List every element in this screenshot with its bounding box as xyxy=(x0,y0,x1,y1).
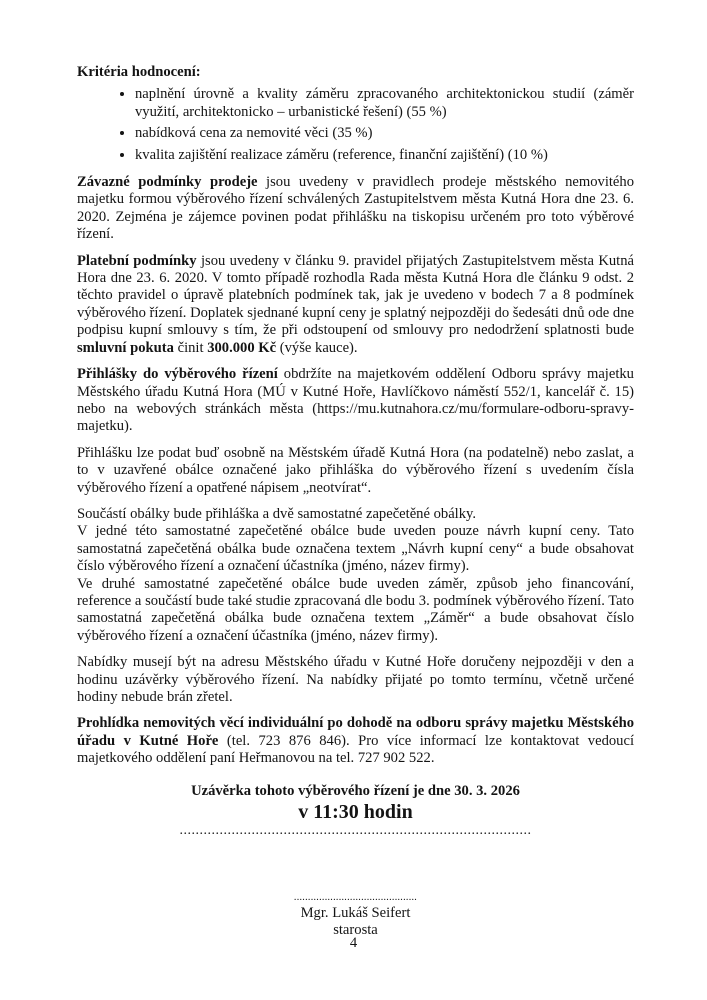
signature-name: Mgr. Lukáš Seifert xyxy=(300,905,411,922)
website-url: https://mu.kutnahora.cz/mu/formulare-odboru-spravy-majetku xyxy=(77,400,634,435)
prihlasky-lead: Přihlášky do výběrového řízení xyxy=(77,366,278,383)
smluvni-pokuta-bold: smluvní pokuta xyxy=(77,339,174,356)
paragraph-prihlasky: Přihlášky do výběrového řízení obdržíte na majetkovém oddělení Odboru správy majetku Městského úřadu Kutná Hora (MÚ v Kutné Hoře, Havlíčkovo náměstí 552/1, kancelář č. 15) nebo na webových stránkách města (https://mu.kutnahora.cz/mu/formulare-odboru-spravy-majetku). xyxy=(77,366,634,435)
page-number: 4 xyxy=(349,934,358,951)
criteria-list xyxy=(77,86,634,164)
paragraph-zavazne-podminky xyxy=(77,174,634,244)
criteria-item: • nabídková cena za nemovité věci (35 %) xyxy=(135,125,634,142)
pokuta-castka-bold: 300.000 Kč xyxy=(207,339,277,356)
paragraph-obalka-zamer: Ve druhé samostatné zapečetěné obálce bude uveden záměr, způsob jeho financování, reference a součástí bude také studie zpracovaná dle bodu 3. podmínek výběrového řízení. Tato samostatná zapečetěná obálka bude označena textem „Záměr“ a bude obsahovat číslo výběrového řízení a označení účastníka (jméno, název firmy). xyxy=(77,575,634,644)
platebni-podminky-text: jsou uvedeny v článku 9. pravidel přijatých Zastupitelstvem města Kutná Hora dne 23. 6. 2020. V tomto případě rozhodla Rada města Kutná Hora dle článku 9 odst. 2 těchto pravidel o úpravě platebních podmínek tak, jak je uvedeno v bodech 7 a 8 podmínek výběrového řízení. Doplatek sjednané kupní ceny je splatný nejpozději do šedesáti dnů ode dne podpisu kupní smlouvy s tím, že při odstoupení od smlouvy pro nedodržení splatnosti bude xyxy=(77,252,634,339)
signature-block xyxy=(77,893,634,940)
criteria-heading: Kritéria hodnocení: xyxy=(77,64,201,80)
criteria-item: • naplnění úrovně a kvality záměru zpracovaného architektonickou studií (záměr využití, architektonicko – urbanistické řešení) (55 %) xyxy=(135,86,634,121)
zavazne-podminky-text: jsou uvedeny v pravidlech prodeje městského nemovitého majetku formou výběrového řízení schválených Zastupitelstvem města Kutná Hora dne 23. 6. 2020. Zejména je zájemce povinen podat přihlášku na tiskopisu určeném pro toto výběrové řízení. xyxy=(77,174,634,243)
signature-dotted-line: ............................................ xyxy=(293,892,418,904)
platebni-podminky-lead: Platební podmínky xyxy=(77,252,197,269)
paragraph-obalka-kupni-cena: V jedné této samostatné zapečetěné obálce bude uveden pouze návrh kupní ceny. Tato samostatná zapečetěná obálka bude označena textem „Návrh kupní ceny“ a bude obsahovat číslo výběrového řízení a označení účastníka (jméno, název firmy). xyxy=(77,523,634,575)
paragraph-platebni-podminky: Platební podmínky jsou uvedeny v článku 9. pravidel přijatých Zastupitelstvem města Kutná Hora dne 23. 6. 2020. V tomto případě rozhodla Rada města Kutná Hora dle článku 9 odst. 2 těchto pravidel o úpravě platebních podmínek tak, jak je uvedeno v bodech 7 a 8 podmínek výběrového řízení. Doplatek sjednané kupní ceny je splatný nejpozději do šedesáti dnů ode dne podpisu kupní smlouvy s tím, že při odstoupení od smlouvy pro nedodržení splatnosti bude smluvní pokuta činit 300.000 Kč (výše kauce). xyxy=(77,252,634,356)
deadline-dotted-line: ........................................................................................ xyxy=(179,825,532,838)
deadline-date-line: Uzávěrka tohoto výběrového řízení je dne 30. 3. 2026 xyxy=(191,782,520,799)
prohlidka-text: (tel. 723 876 846). Pro více informací lze kontaktovat vedoucí majetkového oddělení paní Heřmanovou na tel. 727 902 522. xyxy=(77,732,634,767)
zavazne-podminky-lead: Závazné podmínky prodeje xyxy=(77,174,258,191)
closing-deadline-block xyxy=(77,783,634,837)
paragraph-obalky-intro: Součástí obálky bude přihláška a dvě samostatné zapečetěné obálky. xyxy=(77,505,477,522)
prihlasky-text: obdržíte na majetkovém oddělení Odboru správy majetku Městského úřadu Kutná Hora (MÚ v Kutné Hoře, Havlíčkovo náměstí 552/1, kancelář č. 15) nebo na webových stránkách města ( xyxy=(77,366,634,417)
paragraph-prohlidka xyxy=(77,715,634,767)
paragraph-nabidky-doruceni: Nabídky musejí být na adresu Městského úřadu v Kutné Hoře doručeny nejpozději v den a hodinu uzávěrky výběrového řízení. Na nabídky přijaté po tomto termínu, včetně určené hodiny nebude brán zřetel. xyxy=(77,654,634,705)
signature-title: starosta xyxy=(333,922,378,939)
prohlidka-lead: Prohlídka nemovitých věcí individuální po dohodě na odboru správy majetku Městského úřadu v Kutné Hoře xyxy=(77,715,634,749)
paragraph-podani-prihlasky: Přihlášku lze podat buď osobně na Městském úřadě Kutná Hora (na podatelně) nebo zaslat, a to v uzavřené obálce označené jako přihláška do výběrového řízení s uvedením čísla výběrového řízení a opatřené nápisem „neotvírat“. xyxy=(77,444,634,496)
criteria-item: • kvalita zajištění realizace záměru (reference, finanční zajištění) (10 %) xyxy=(135,147,634,164)
deadline-time-line: v 11:30 hodin xyxy=(298,801,413,824)
